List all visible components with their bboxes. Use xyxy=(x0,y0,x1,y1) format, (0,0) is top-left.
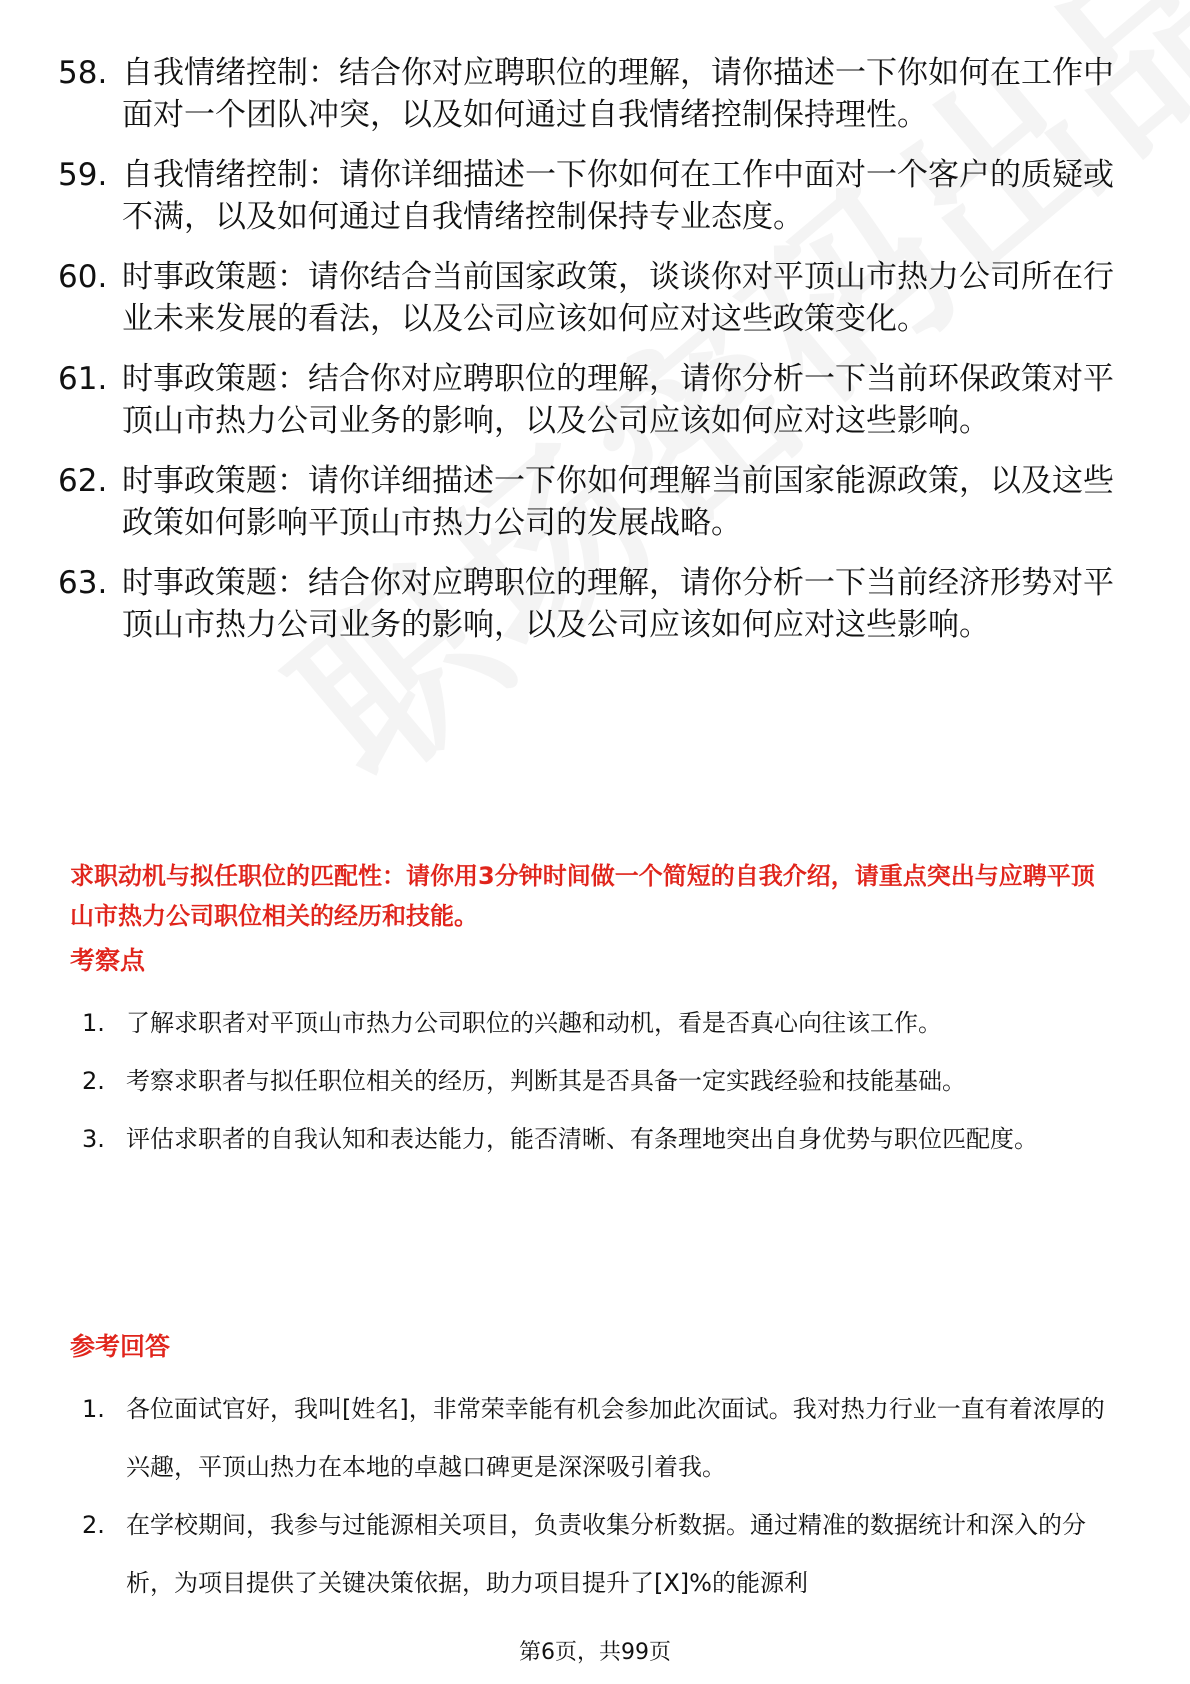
featured-question: 求职动机与拟任职位的匹配性：请你用3分钟时间做一个简短的自我介绍，请重点突出与应聘平顶山市热力公司职位相关的经历和技能。 xyxy=(70,862,1095,930)
reference-answer-heading: 参考回答 xyxy=(70,1332,171,1361)
list-item xyxy=(82,994,1112,1052)
question-text: 时事政策题：结合你对应聘职位的理解，请你分析一下当前经济形势对平顶山市热力公司业务的影响，以及公司应该如何应对这些影响。 xyxy=(122,565,1114,643)
question-number: 58. xyxy=(58,55,108,91)
list-item-number: 1. xyxy=(82,1395,105,1423)
question-text: 自我情绪控制：请你详细描述一下你如何在工作中面对一个客户的质疑或不满，以及如何通过自我情绪控制保持专业态度。 xyxy=(122,157,1114,235)
list-item-text: 评估求职者的自我认知和表达能力，能否清晰、有条理地突出自身优势与职位匹配度。 xyxy=(126,1125,1038,1153)
list-item-text: 考察求职者与拟任职位相关的经历，判断其是否具备一定实践经验和技能基础。 xyxy=(126,1067,966,1095)
question-text: 自我情绪控制：结合你对应聘职位的理解，请你描述一下你如何在工作中面对一个团队冲突，以及如何通过自我情绪控制保持理性。 xyxy=(122,55,1114,133)
list-item-number: 2. xyxy=(82,1067,105,1095)
question-item xyxy=(58,358,1118,442)
question-text: 时事政策题：结合你对应聘职位的理解，请你分析一下当前环保政策对平顶山市热力公司业务的影响，以及公司应该如何应对这些影响。 xyxy=(122,361,1114,439)
list-item xyxy=(82,1110,1112,1168)
question-item xyxy=(58,562,1118,646)
list-item-text: 各位面试官好，我叫[姓名]，非常荣幸能有机会参加此次面试。我对热力行业一直有着浓厚的兴趣，平顶山热力在本地的卓越口碑更是深深吸引着我。 xyxy=(126,1395,1105,1481)
examine-points-heading: 考察点 xyxy=(70,946,146,975)
list-item-number: 2. xyxy=(82,1511,105,1539)
question-number: 63. xyxy=(58,565,108,601)
list-item xyxy=(82,1052,1112,1110)
list-item xyxy=(82,1496,1112,1612)
reference-answer-list xyxy=(82,1380,1112,1612)
question-text: 时事政策题：请你结合当前国家政策，谈谈你对平顶山市热力公司所在行业未来发展的看法，以及公司应该如何应对这些政策变化。 xyxy=(122,259,1114,337)
question-number: 62. xyxy=(58,463,108,499)
question-item xyxy=(58,154,1118,238)
question-number: 61. xyxy=(58,361,108,397)
page-footer: 第6页，共99页 xyxy=(519,1640,671,1665)
question-item xyxy=(58,52,1118,136)
question-item xyxy=(58,460,1118,544)
list-item-number: 1. xyxy=(82,1009,105,1037)
examine-points-list xyxy=(82,994,1112,1168)
list-item-text: 了解求职者对平顶山市热力公司职位的兴趣和动机，看是否真心向往该工作。 xyxy=(126,1009,942,1037)
list-item xyxy=(82,1380,1112,1496)
question-list xyxy=(58,52,1118,664)
list-item-text: 在学校期间，我参与过能源相关项目，负责收集分析数据。通过精准的数据统计和深入的分析，为项目提供了关键决策依据，助力项目提升了[X]%的能源利 xyxy=(126,1511,1086,1597)
list-item-number: 3. xyxy=(82,1125,105,1153)
question-text: 时事政策题：请你详细描述一下你如何理解当前国家能源政策，以及这些政策如何影响平顶山市热力公司的发展战略。 xyxy=(122,463,1114,541)
question-number: 60. xyxy=(58,259,108,295)
question-number: 59. xyxy=(58,157,108,193)
question-item xyxy=(58,256,1118,340)
